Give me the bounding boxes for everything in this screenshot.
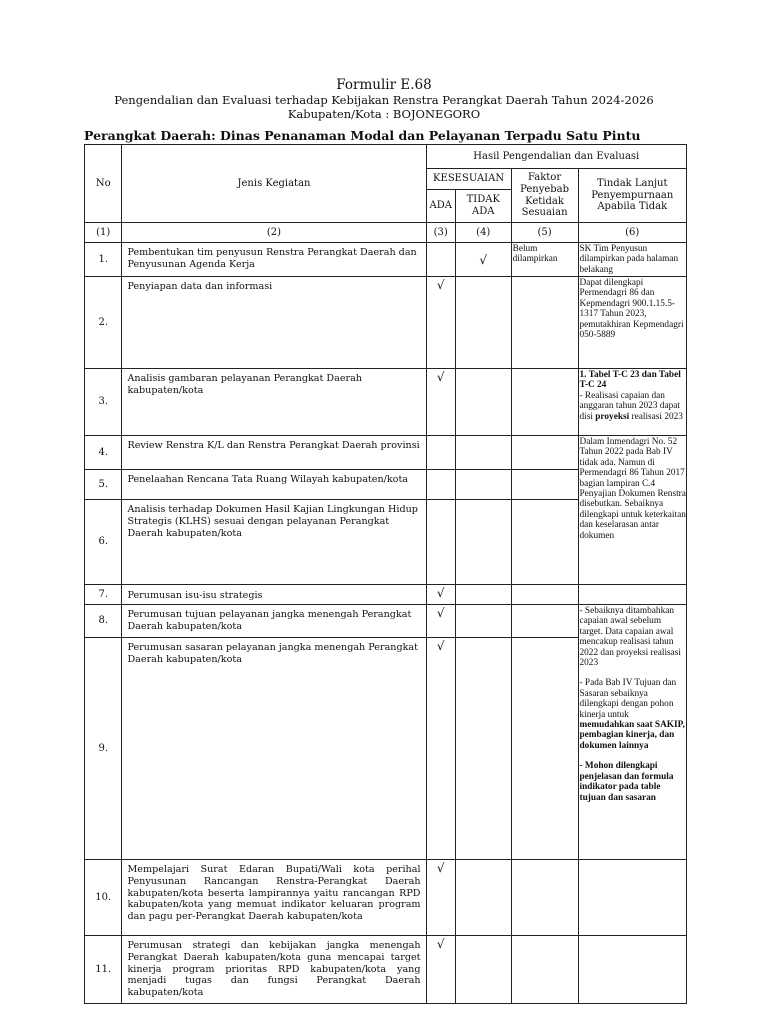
jenis-kegiatan: Analisis terhadap Dokumen Hasil Kajian Lingkungan Hidup Strategis (KLHS) sesuai dengan pelayanan Perangkat Daerah kabupaten/kota — [122, 500, 426, 585]
tindak-lanjut-cell — [578, 860, 687, 936]
check-mark: √ — [426, 605, 455, 638]
tindak-lanjut-cell: Dalam Inmendagri No. 52 Tahun 2022 pada Bab IV tidak ada. Namun di Permendagri 86 Tahun 2017 bagian lampiran C.4 Penyajian Dokumen Renstra disebutkan. Sebaiknya dilengkapi untuk keterkaitan dan keselarasan antar dokumen — [578, 436, 687, 585]
row-number: 2. — [85, 277, 122, 369]
faktor-cell — [511, 436, 578, 470]
table-row — [85, 243, 687, 277]
faktor-cell — [511, 500, 578, 585]
tidak-ada-cell — [455, 277, 511, 369]
check-mark: √ — [426, 277, 455, 369]
faktor-cell — [511, 605, 578, 638]
table-row — [85, 936, 687, 1004]
tidak-ada-cell — [455, 585, 511, 605]
form-title: Formulir E.68 — [336, 77, 432, 93]
jenis-kegiatan: Analisis gambaran pelayanan Perangkat Daerah kabupaten/kota — [122, 369, 426, 436]
table-row — [85, 605, 687, 638]
tidak-ada-cell — [455, 605, 511, 638]
col-number: (3) — [426, 223, 455, 243]
perangkat-daerah-label: Perangkat Daerah: Dinas Penanaman Modal dan Pelayanan Terpadu Satu Pintu — [84, 128, 641, 143]
check-mark: √ — [426, 860, 455, 936]
faktor-cell — [511, 277, 578, 369]
ada-cell — [426, 500, 455, 585]
tindak-lanjut-text: - Realisasi capaian dan anggaran tahun 2023 dapat disi — [579, 390, 680, 422]
tidak-ada-cell — [455, 436, 511, 470]
tindak-lanjut-emphasis: memudahkan saat SAKIP, pembagian kinerja, dan dokumen lainnya — [579, 720, 685, 751]
tidak-ada-cell — [455, 638, 511, 860]
jenis-kegiatan: Penelaahan Rencana Tata Ruang Wilayah kabupaten/kota — [122, 470, 426, 500]
faktor-cell — [511, 585, 578, 605]
ada-cell — [426, 243, 455, 277]
tidak-ada-cell — [455, 369, 511, 436]
tindak-lanjut-emphasis: proyeksi — [595, 411, 630, 422]
header-hasil: Hasil Pengendalian dan Evaluasi — [426, 145, 686, 169]
tindak-lanjut-text: - Pada Bab IV Tujuan dan Sasaran sebaiknya dilengkapi dengan pohon kinerja untuk — [579, 678, 677, 720]
tidak-ada-cell — [455, 936, 511, 1004]
row-number: 1. — [85, 243, 122, 277]
row-number: 6. — [85, 500, 122, 585]
header-kesesuaian: KESESUAIAN — [426, 169, 511, 190]
table-row — [85, 277, 687, 369]
tindak-lanjut-emphasis: - Mohon dilengkapi penjelasan dan formula indikator pada table tujuan dan sasaran — [579, 761, 674, 803]
ada-cell — [426, 470, 455, 500]
ada-cell — [426, 436, 455, 470]
tindak-lanjut-cell — [578, 605, 687, 860]
tindak-lanjut-cell: Dapat dilengkapi Permendagri 86 dan Kepmendagri 900.1.15.5-1317 Tahun 2023, pemutakhiran Kepmendagri 050-5889 — [578, 277, 687, 369]
jenis-kegiatan: Pembentukan tim penyusun Renstra Perangkat Daerah dan Penyusunan Agenda Kerja — [122, 243, 426, 277]
jenis-kegiatan: Perumusan tujuan pelayanan jangka menengah Perangkat Daerah kabupaten/kota — [122, 605, 426, 638]
evaluation-table — [84, 144, 687, 1004]
tindak-lanjut-cell — [578, 936, 687, 1004]
tidak-ada-cell — [455, 470, 511, 500]
jenis-kegiatan: Mempelajari Surat Edaran Bupati/Wali kota perihal Penyusunan Rancangan Renstra-Perangkat Daerah kabupaten/kota beserta lampirannya yaitu rancangan RPD kabupaten/kota yang memuat indikator keluaran program dan pagu per-Perangkat Daerah kabupaten/kota — [122, 860, 426, 936]
tindak-lanjut-cell: SK Tim Penyusun dilampirkan pada halaman belakang — [578, 243, 687, 277]
check-mark: √ — [455, 243, 511, 277]
form-subtitle: Pengendalian dan Evaluasi terhadap Kebijakan Renstra Perangkat Daerah Tahun 2024-2026 — [114, 93, 654, 107]
col-number: (1) — [85, 223, 122, 243]
header-jenis: Jenis Kegiatan — [122, 145, 426, 223]
row-number: 7. — [85, 585, 122, 605]
tidak-ada-cell — [455, 860, 511, 936]
tindak-lanjut-text: realisasi 2023 — [631, 411, 683, 422]
table-row — [85, 436, 687, 470]
row-number: 4. — [85, 436, 122, 470]
jenis-kegiatan: Review Renstra K/L dan Renstra Perangkat Daerah provinsi — [122, 436, 426, 470]
header-tindak-lanjut: Tindak Lanjut Penyempurnaan Apabila Tidak — [578, 169, 687, 223]
faktor-cell — [511, 470, 578, 500]
table-row — [85, 369, 687, 436]
tindak-lanjut-heading: 1. Tabel T-C 23 dan Tabel T-C 24 — [579, 370, 681, 391]
tindak-lanjut-cell — [578, 369, 687, 436]
tindak-lanjut-cell — [578, 585, 687, 605]
row-number: 5. — [85, 470, 122, 500]
header-no: No — [85, 145, 122, 223]
faktor-cell — [511, 369, 578, 436]
faktor-cell — [511, 860, 578, 936]
faktor-cell — [511, 638, 578, 860]
col-number: (5) — [511, 223, 578, 243]
row-number: 11. — [85, 936, 122, 1004]
jenis-kegiatan: Perumusan strategi dan kebijakan jangka menengah Perangkat Daerah kabupaten/kota guna mencapai target kinerja program prioritas RPD kabupaten/kota yang menjadi tugas dan fungsi Perangkat Daerah kabupaten/kota — [122, 936, 426, 1004]
table-row — [85, 585, 687, 605]
row-number: 9. — [85, 638, 122, 860]
tindak-lanjut-text: - Sebaiknya ditambahkan capaian awal sebelum target. Data capaian awal mencakup realisasi tahun 2022 dan proyeksi realisasi 2023 — [579, 606, 681, 669]
row-number: 10. — [85, 860, 122, 936]
faktor-cell — [511, 936, 578, 1004]
col-number: (2) — [122, 223, 426, 243]
col-number: (6) — [578, 223, 687, 243]
header-ada: ADA — [426, 190, 455, 223]
row-number: 3. — [85, 369, 122, 436]
header-tidak-ada: TIDAK ADA — [455, 190, 511, 223]
check-mark: √ — [426, 936, 455, 1004]
jenis-kegiatan: Perumusan sasaran pelayanan jangka menengah Perangkat Daerah kabupaten/kota — [122, 638, 426, 860]
tidak-ada-cell — [455, 500, 511, 585]
col-number: (4) — [455, 223, 511, 243]
header-faktor: Faktor Penyebab Ketidak Sesuaian — [511, 169, 578, 223]
faktor-cell: Belum dilampirkan — [511, 243, 578, 277]
check-mark: √ — [426, 638, 455, 860]
jenis-kegiatan: Perumusan isu-isu strategis — [122, 585, 426, 605]
row-number: 8. — [85, 605, 122, 638]
jenis-kegiatan: Penyiapan data dan informasi — [122, 277, 426, 369]
check-mark: √ — [426, 585, 455, 605]
check-mark: √ — [426, 369, 455, 436]
kabupaten-label: Kabupaten/Kota : BOJONEGORO — [287, 107, 481, 121]
table-row — [85, 860, 687, 936]
